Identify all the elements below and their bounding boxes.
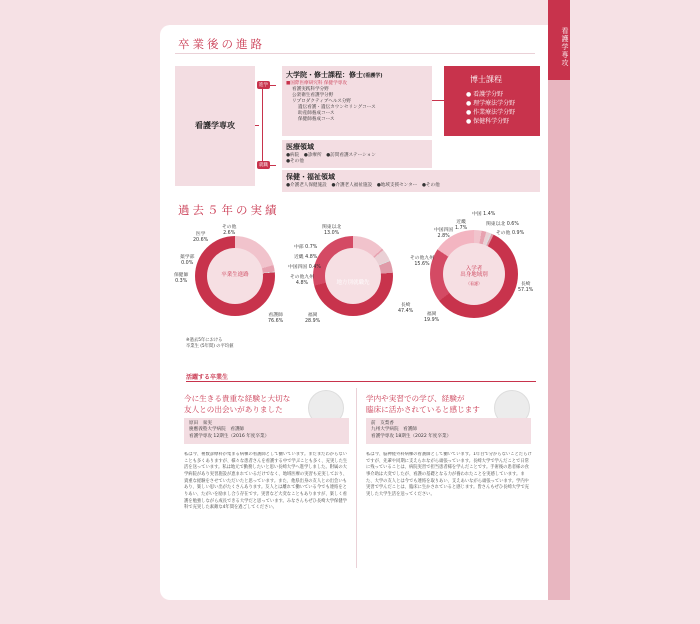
- left-body: 私は今、複数診療科が集まる病棟の看護師として働いています。まだまだわからないことも多くありますが、様々な患者さんを看護する中で学ぶことも多く、充実した生活を送っています。私は地元で勤務したいと思い長崎大学へ進学しました。附属の大学病院があり実習施設が恵まれているだけでなく、地域医療の実習も充実しており、貴重な経験をさせていただいたと思っています。また、他県出身の友人との出会いもあり、楽しい思い出がたくさんあります。友人とは離れて働いている今でも連絡をとりあい、たがいを励まし合う存在です。実習など大変なこともありますが、楽しく看護を勉強しながら成長できる大学だと思っています。みなさんもぜひ長崎大学保健学科で充実した素敵な4年間を過ごしてください。: [184, 452, 348, 511]
- chart-label: 中部 0.7%: [294, 245, 318, 250]
- chart-label: 看護師 76.6%: [268, 313, 284, 324]
- section-title-results: 過去５年の実績: [178, 203, 280, 217]
- divider: [175, 53, 535, 54]
- badge-grad: 進学: [259, 83, 268, 88]
- chart-center-label: 入学者 出身地域別: [460, 266, 488, 279]
- chart-label: 中国 1.4%: [472, 212, 496, 217]
- alumni-label: 活躍する卒業生: [186, 374, 229, 381]
- chart-label: その他 0.9%: [496, 231, 525, 236]
- chart-label: 福岡 19.9%: [424, 312, 440, 323]
- chart-note: ※過去5年における 卒業生 (5年間) の平均値: [186, 338, 234, 349]
- chart-label: 関東以北 0.6%: [486, 222, 519, 227]
- chart-label: 近畿 4.8%: [294, 255, 318, 260]
- chart-label: 保健師 0.3%: [174, 273, 189, 284]
- badge-job: 就職: [259, 163, 268, 168]
- chart-label: 医学 20.6%: [193, 232, 209, 243]
- donut-hole: [325, 248, 381, 304]
- divider: [186, 381, 536, 382]
- chart-label: 中国四国 2.8%: [434, 228, 454, 239]
- doctor-items: ● 看護学分野 ● 理学療法学分野 ● 作業療法学分野 ● 保健科学分野: [466, 91, 516, 125]
- left-title: 今に生きる貴重な経験と大切な 友人との出会いがありました: [184, 394, 291, 414]
- chart-label: 長崎 47.4%: [398, 303, 414, 314]
- grad-title: 大学院・修士課程：修士(看護学): [286, 71, 383, 79]
- chart-label: 福岡 28.9%: [305, 313, 321, 324]
- grad-items: ■国際医療研究科 保健学専攻 看護実践科学分野 公衆衛生看護学分野 リプロダクティブヘルス分野 遺伝看護・遺伝カウンセリングコース 助産師養成コース 保健師養成コース: [286, 81, 376, 122]
- section-title-career: 卒業後の進路: [178, 37, 265, 51]
- right-body: 私は今、脳神経外科病棟の看護師として働いています。1年目で分からないことだらけですが、先輩や同期に支えられながら頑張っています。長崎大学で学んだことで日常に残っていることは、病院実習で担当患者様を学んだことです。手術後の患者様の食事介助は大変でしたが、看護の基礎となる力が養われたことを実感しています。また、大学の友人とは今でも連絡を取りあい、支えあいながら頑張っています。学内や実習で学んだことは、臨床に生かされていると感じます。皆さんもぜひ長崎大学で充実した大学生活を送ってください。: [366, 452, 532, 497]
- chart-center-sub: （看護）: [466, 281, 482, 286]
- connector: [432, 100, 444, 101]
- doctor-title: 博士課程: [470, 75, 502, 84]
- medical-title: 医療領域: [286, 143, 314, 151]
- chart-label: 薬学部 0.0%: [180, 255, 195, 266]
- chart-label: 近畿 1.7%: [455, 220, 468, 231]
- connector-vertical: [262, 85, 263, 165]
- chart-label: 長崎 57.1%: [518, 282, 534, 293]
- welfare-title: 保健・福祉領域: [286, 173, 335, 181]
- chart-center-label: 卒業生進路: [221, 272, 249, 278]
- medical-items: ●病院 ●診療所 ●訪問看護ステーション ●その他: [286, 153, 376, 164]
- right-profile: 前 友梨香 九州大学病院 看護師 看護学専攻 18期生（2022 年度卒業）: [366, 418, 531, 444]
- chart-label: その他九州 15.6%: [410, 256, 434, 267]
- chart-label: その他九州 4.8%: [290, 275, 314, 286]
- chart-label: 中国四国 0.4%: [288, 265, 321, 270]
- side-bar: [548, 80, 570, 600]
- column-divider: [356, 388, 357, 568]
- right-title: 学内や実習での学び、経験が 臨床に活かされていると感じます: [366, 394, 480, 414]
- chart-label: 関東以北 13.0%: [322, 225, 342, 236]
- connector: [255, 125, 259, 126]
- side-tab: 看護学専攻: [548, 0, 570, 80]
- left-profile: 原田 栞実 慶應義塾大学病院 看護師 看護学専攻 12期生（2016 年度卒業）: [184, 418, 349, 444]
- major-label: 看護学専攻: [195, 121, 235, 130]
- chart-label: その他 2.6%: [222, 225, 237, 236]
- chart-center-label: 地方別就職先: [336, 280, 370, 286]
- welfare-items: ●介護老人保健施設 ●介護老人福祉施設 ●地域支援センター ●その他: [286, 183, 440, 188]
